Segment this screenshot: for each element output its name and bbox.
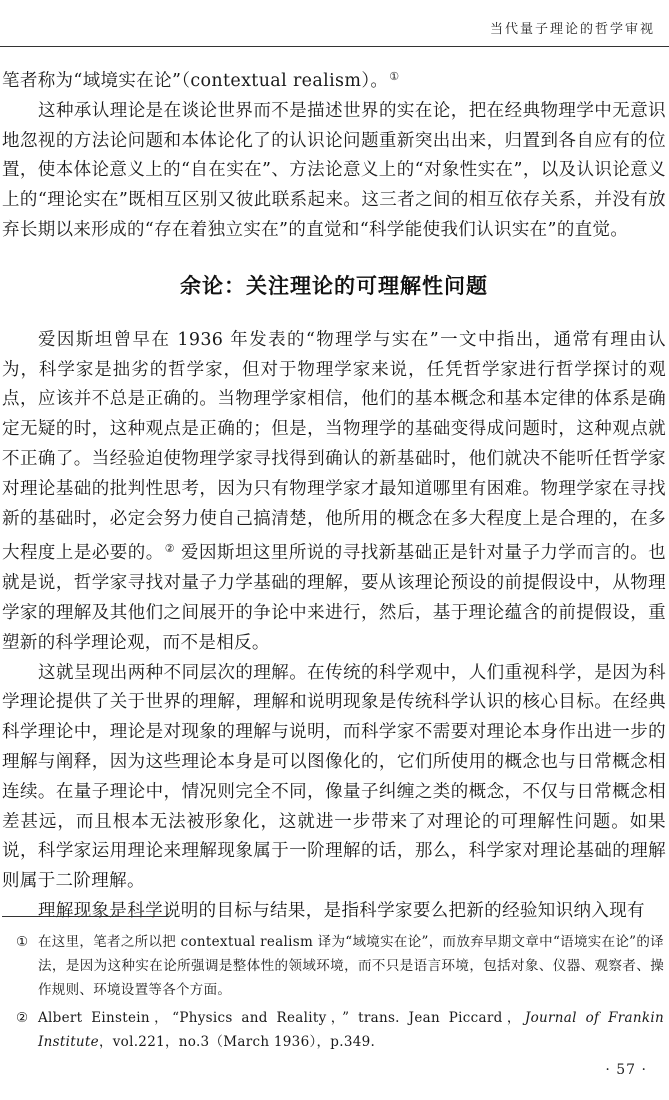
body-text	[2, 62, 666, 927]
footnote-2-citation-start: Albert Einstein，“Physics and Reality，” trans. Jean Piccard，	[38, 1010, 525, 1026]
footnote-1-marker: ①	[16, 934, 29, 950]
footnote-1-text: 在这里，笔者之所以把 contextual realism 译为“域境实在论”，而放弃早期文章中“语境实在论”的译法，是因为这种实在论所强调是整体性的领域环境，而不只是语言环境，包括对象、仪器、观察者、操作规则、环境设置等各个方面。	[38, 934, 664, 998]
footnote-2	[2, 1006, 664, 1054]
paragraph-understanding: 这就呈现出两种不同层次的理解。在传统的科学观中，人们重视科学，是因为科学理论提供了关于世界的理解，理解和说明现象是传统科学认识的核心目标。在经典科学理论中，理论是对现象的理解与说明，而科学家不需要对理论本身作出进一步的理解与阐释，因为这些理论本身是可以图像化的，它们所使用的概念也与日常概念相连续。在量子理论中，情况则完全不同，像量子纠缠之类的概念，不仅与日常概念相差甚远，而且根本无法被形象化，这就进一步带来了对理论的可理解性问题。如果说，科学家运用理论来理解现象属于一阶理解的话，那么，科学家对理论基础的理解则属于二阶理解。	[2, 662, 666, 892]
paragraph-einstein-text-a: 爱因斯坦曾早在 1936 年发表的“物理学与实在”一文中指出，通常有理由认为，科学家是拙劣的哲学家，但对于物理学家来说，任凭哲学家进行哲学探讨的观点，应该并不总是正确的。当物理学家相信，他们的基本概念和基本定律的体系是确定无疑的时，这种观点是正确的；但是，当物理学的基础变得成问题时，这种观点就不正确了。当经验迫使物理学家寻找得到确认的新基础时，他们就决不能听任哲学家对理论基础的批判性思考，因为只有物理学家才最知道哪里有困难。物理学家在寻找新的基础时，必定会努力使自己搞清楚，他所用的概念在多大程度上是合理的，在多大程度上是必要的。	[2, 329, 666, 564]
paragraph-einstein	[2, 326, 666, 659]
paragraph-2: 这种承认理论是在谈论世界而不是描述世界的实在论，把在经典物理学中无意识地忽视的方法论问题和本体论化了的认识论问题重新突出出来，归置到各自应有的位置，使本体论意义上的“自在实在”、方法论意义上的“对象性实在”，以及认识论意义上的“理论实在”既相互区别又彼此联系起来。这三者之间的相互依存关系，并没有放弃长期以来形成的“存在着独立实在”的直觉和“科学能使我们认识实在”的直觉。	[2, 100, 666, 240]
paragraph-1	[2, 62, 666, 97]
footnote-ref-2[interactable]: ②	[164, 542, 176, 556]
footnote-1	[2, 930, 664, 1002]
header-rule	[0, 46, 669, 47]
section-title: 余论：关注理论的可理解性问题	[180, 273, 488, 298]
footnote-rule	[2, 916, 170, 917]
footnotes	[2, 930, 664, 1058]
footnote-2-marker: ②	[16, 1010, 29, 1026]
footnote-2-text	[38, 1006, 664, 1054]
running-header-title: 当代量子理论的哲学审视	[489, 22, 655, 37]
footnote-ref-1[interactable]: ①	[389, 70, 400, 83]
footnote-2-journal-title: Journal of Frankin Institute	[38, 1010, 664, 1050]
page-number: · 57 ·	[605, 1062, 647, 1078]
paragraph-1-text: 笔者称为“域境实在论”（contextual realism）。	[2, 71, 389, 91]
paragraph-explanation: 理解现象是科学说明的目标与结果，是指科学家要么把新的经验知识纳入现有	[38, 900, 645, 921]
footnote-2-citation-end: ，vol.221，no.3（March 1936），p.349.	[98, 1034, 376, 1050]
paragraph-einstein-text-b: 爱因斯坦这里所说的寻找新基础正是针对量子力学而言的。也就是说，哲学家寻找对量子力学基础的理解，要从该理论预设的前提假设中，从物理学家的理解及其他们之间展开的争论中来进行，然后，基于理论蕴含的前提假设，重塑新的科学理论观，而不是相反。	[2, 543, 666, 653]
